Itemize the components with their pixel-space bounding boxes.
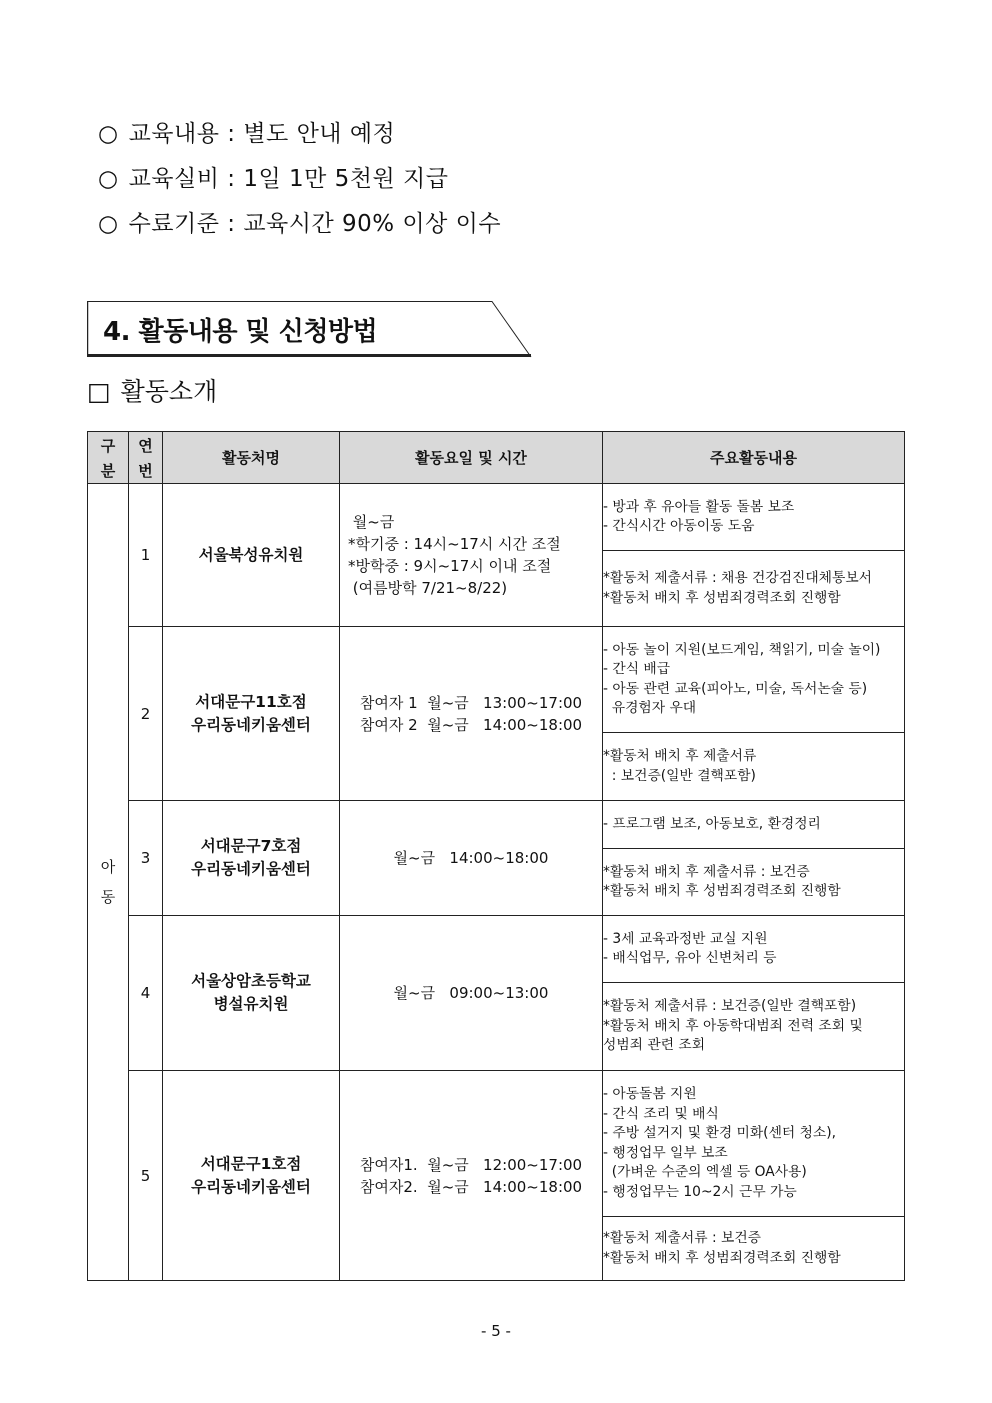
schedule: 월~금 09:00~13:00 bbox=[340, 916, 603, 1071]
schedule: 참여자1. 월~금 12:00~17:00 참여자2. 월~금 14:00~18:00 bbox=[340, 1071, 603, 1281]
activity-table bbox=[87, 431, 905, 1281]
place-name: 서대문구1호점 우리동네키움센터 bbox=[163, 1071, 340, 1281]
table-row bbox=[88, 1071, 905, 1217]
table-row bbox=[88, 484, 905, 551]
circle-bullet-icon: ○ bbox=[98, 166, 119, 192]
activity-notes: *활동처 제출서류 : 채용 건강검진대체통보서 *활동처 배치 후 성범죄경력조회 진행함 bbox=[603, 551, 905, 627]
header-number: 연 번 bbox=[129, 432, 163, 484]
bullet-completion-criteria: ○ 수료기준 : 교육시간 90% 이상 이수 bbox=[98, 202, 501, 247]
header-activity: 주요활동내용 bbox=[603, 432, 905, 484]
table-row bbox=[88, 801, 905, 849]
info-bullets bbox=[98, 112, 501, 247]
activity-notes: *활동처 배치 후 제출서류 : 보건증 *활동처 배치 후 성범죄경력조회 진행함 bbox=[603, 849, 905, 916]
place-name: 서대문구7호점 우리동네키움센터 bbox=[163, 801, 340, 916]
activity-notes: *활동처 배치 후 제출서류 : 보건증(일반 결핵포함) bbox=[603, 733, 905, 801]
square-bullet-icon: □ bbox=[87, 377, 111, 406]
row-number: 4 bbox=[129, 916, 163, 1071]
main-activities: - 방과 후 유아들 활동 돌봄 보조 - 간식시간 아동이동 도움 bbox=[603, 484, 905, 551]
schedule: 월~금 *학기중 : 14시~17시 시간 조절 *방학중 : 9시~17시 이내 조절 (여름방학 7/21~8/22) bbox=[340, 484, 603, 627]
place-name: 서울북성유치원 bbox=[163, 484, 340, 627]
main-activities: - 3세 교육과정반 교실 지원 - 배식업무, 유아 신변처리 등 bbox=[603, 916, 905, 983]
row-number: 1 bbox=[129, 484, 163, 627]
category-cell: 아 동 bbox=[88, 484, 129, 1281]
circle-bullet-icon: ○ bbox=[98, 121, 119, 147]
activity-notes: *활동처 제출서류 : 보건증 *활동처 배치 후 성범죄경력조회 진행함 bbox=[603, 1217, 905, 1281]
page-number: - 5 - bbox=[481, 1322, 511, 1340]
row-number: 2 bbox=[129, 627, 163, 801]
table-row bbox=[88, 627, 905, 733]
subheading-text: 활동소개 bbox=[120, 377, 218, 406]
place-name: 서대문구11호점 우리동네키움센터 bbox=[163, 627, 340, 801]
row-number: 3 bbox=[129, 801, 163, 916]
table-row bbox=[88, 916, 905, 983]
subheading bbox=[87, 372, 217, 408]
header-place: 활동처명 bbox=[163, 432, 340, 484]
circle-bullet-icon: ○ bbox=[98, 211, 119, 237]
bullet-education-cost: ○ 교육실비 : 1일 1만 5천원 지급 bbox=[98, 157, 501, 202]
header-category: 구 분 bbox=[88, 432, 129, 484]
main-activities: - 아동 놀이 지원(보드게임, 책읽기, 미술 놀이) - 간식 배급 - 아동 관련 교육(피아노, 미술, 독서논술 등) 유경험자 우대 bbox=[603, 627, 905, 733]
section-title: 4. 활동내용 및 신청방법 bbox=[103, 317, 378, 347]
schedule: 월~금 14:00~18:00 bbox=[340, 801, 603, 916]
row-number: 5 bbox=[129, 1071, 163, 1281]
header-time: 활동요일 및 시간 bbox=[340, 432, 603, 484]
main-activities: - 아동돌봄 지원 - 간식 조리 및 배식 - 주방 설거지 및 환경 미화(센터 청소), - 행정업무 일부 보조 (가벼운 수준의 엑셀 등 OA사용) - 행정업무는 10~2시 근무 가능 bbox=[603, 1071, 905, 1217]
section-title-box bbox=[87, 301, 533, 358]
table-header-row bbox=[88, 432, 905, 484]
bullet-education-content: ○ 교육내용 : 별도 안내 예정 bbox=[98, 112, 501, 157]
main-activities: - 프로그램 보조, 아동보호, 환경정리 bbox=[603, 801, 905, 849]
schedule: 참여자 1 월~금 13:00~17:00 참여자 2 월~금 14:00~18:00 bbox=[340, 627, 603, 801]
place-name: 서울상암초등학교 병설유치원 bbox=[163, 916, 340, 1071]
activity-notes: *활동처 제출서류 : 보건증(일반 결핵포함) *활동처 배치 후 아동학대범죄 전력 조회 및 성범죄 관련 조회 bbox=[603, 983, 905, 1071]
